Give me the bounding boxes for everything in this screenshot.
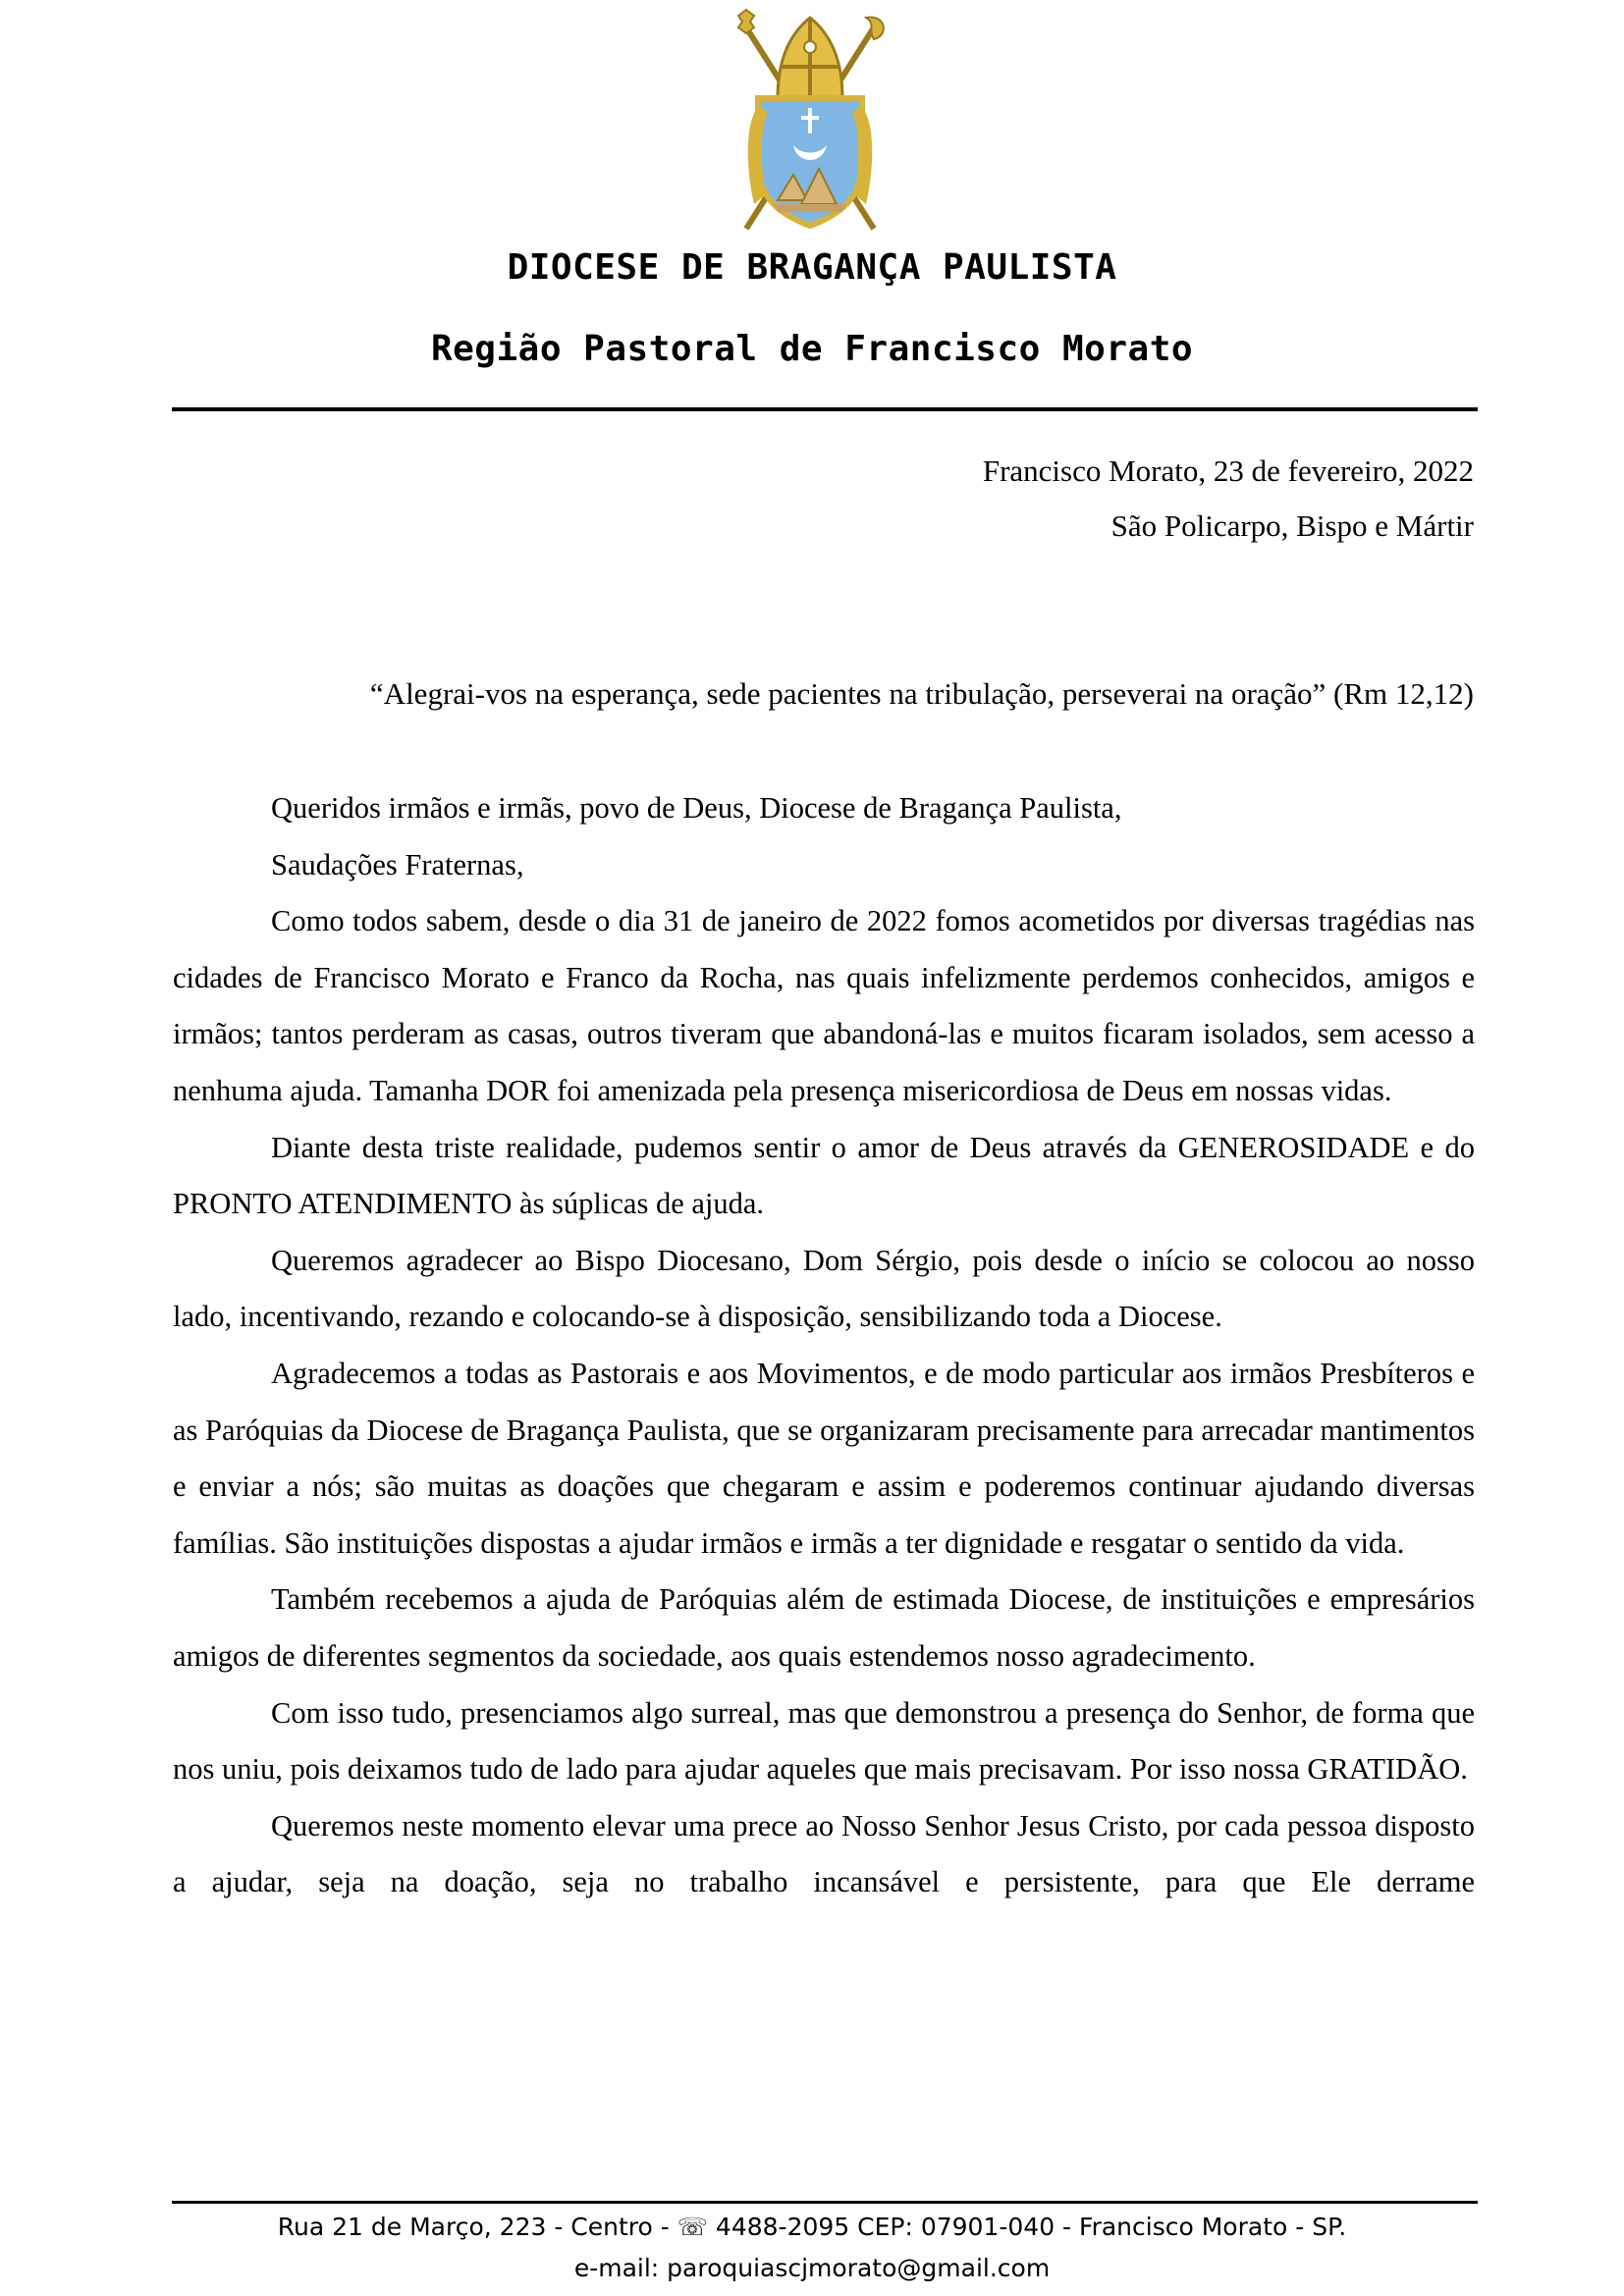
paragraph: Com isso tudo, presenciamos algo surreal, mas que demonstrou a presença do Senhor, de forma que nos uniu, pois deixamos tudo de lado para ajudar aqueles que mais precisavam. Por isso nossa GRATIDÃO.	[173, 1695, 1475, 1787]
paragraph: Queremos agradecer ao Bispo Diocesano, Dom Sérgio, pois desde o início se colocou ao nosso lado, incentivando, rezando e colocando-se à disposição, sensibilizando toda a Diocese.	[173, 1243, 1475, 1334]
pastoral-region-subtitle: Região Pastoral de Francisco Morato	[430, 329, 1194, 369]
paragraph: Como todos sabem, desde o dia 31 de janeiro de 2022 fomos acometidos por diversas tragédias nas cidades de Francisco Morato e Franco da Rocha, nas quais infelizmente perdemos conhecidos, amigos e irmãos; tantos perderam as casas, outros tiveram que abandoná-las e muitos ficaram isolados, sem acesso a nenhuma ajuda. Tamanha DOR foi amenizada pela presença misericordiosa de Deus em nossas vidas.	[173, 904, 1475, 1107]
paragraph: Queremos neste momento elevar uma prece ao Nosso Senhor Jesus Cristo, por cada pessoa disposto a ajudar, seja na doação, seja no trabalho incansável e persistente, para que Ele derrame	[173, 1808, 1475, 1899]
diocese-title: DIOCESE DE BRAGANÇA PAULISTA	[507, 247, 1117, 288]
header-divider	[172, 407, 1478, 411]
letter-body	[173, 780, 1475, 1911]
salutation: Queridos irmãos e irmãs, povo de Deus, Diocese de Bragança Paulista,	[271, 791, 1122, 825]
footer-divider	[172, 2201, 1478, 2204]
dateline-feast: São Policarpo, Bispo e Mártir	[1110, 508, 1474, 543]
paragraph: Agradecemos a todas as Pastorais e aos Movimentos, e de modo particular aos irmãos Presbíteros e as Paróquias da Diocese de Bragança Paulista, que se organizaram precisamente para arrecadar mantimentos e enviar a nós; são muitas as doações que chegaram e assim e poderemos continuar ajudando diversas famílias. São instituições dispostas a ajudar irmãos e irmãs a ter dignidade e resgatar o sentido da vida.	[173, 1356, 1475, 1560]
diocese-coat-of-arms	[717, 8, 903, 243]
greeting: Saudações Fraternas,	[271, 847, 524, 881]
footer-email[interactable]: e-mail: paroquiascjmorato@gmail.com	[573, 2254, 1051, 2282]
paragraph: Também recebemos a ajuda de Paróquias além de estimada Diocese, de instituições e empresários amigos de diferentes segmentos da sociedade, aos quais estendemos nosso agradecimento.	[173, 1582, 1475, 1673]
footer-address: Rua 21 de Março, 223 - Centro - ☏ 4488-2095 CEP: 07901-040 - Francisco Morato - SP.	[277, 2213, 1347, 2241]
paragraph: Diante desta triste realidade, pudemos sentir o amor de Deus através da GENEROSIDADE e do PRONTO ATENDIMENTO às súplicas de ajuda.	[173, 1130, 1475, 1221]
dateline-place-date: Francisco Morato, 23 de fevereiro, 2022	[982, 454, 1474, 488]
epigraph-quote: “Alegrai-vos na esperança, sede pacientes na tribulação, perseverai na oração” (Rm 12,12)	[369, 676, 1474, 711]
